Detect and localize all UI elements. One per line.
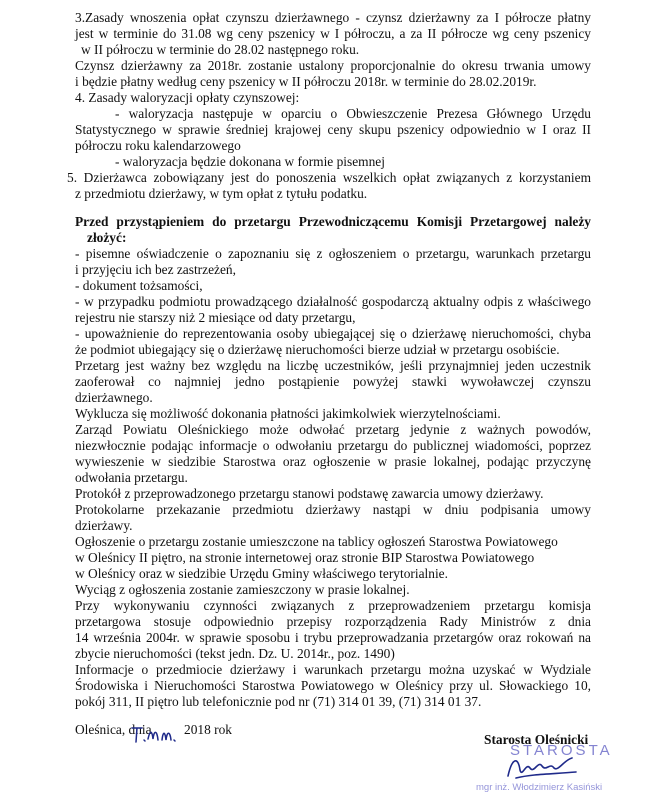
text-line: odwołania przetargu. xyxy=(75,470,188,485)
text-line: - w przypadku podmiotu prowadzącego działalność gospodarczą aktualny odpis z właściwego xyxy=(75,294,591,309)
handwritten-signature xyxy=(502,748,582,784)
text-line: - upoważnienie do reprezentowania osoby ubiegającej się o dzierżawę nieruchomości, chyba xyxy=(75,326,591,341)
text-line: Przy wykonywaniu czynności związanych z przeprowadzeniem przetargu komisja xyxy=(75,598,591,613)
text-line: że podmiot ubiegający się o dzierżawę nieruchomości bierze udział w przetargu osobiście. xyxy=(75,342,560,357)
text-line: wywieszenie w siedzibie Starostwa oraz ogłoszenie w prasie lokalnej, podając przyczynę xyxy=(75,454,591,469)
text-line: - waloryzacja będzie dokonana w formie pisemnej xyxy=(115,154,385,169)
text-line: w Oleśnicy II piętro, na stronie internetowej oraz stronie BIP Starostwa Powiatowego xyxy=(75,550,535,565)
text-line: - pisemne oświadczenie o zapoznaniu się z ogłoszeniem o przetargu, warunkach przetargu xyxy=(75,246,591,261)
text-line: Wyciąg z ogłoszenia zostanie zamieszczony w prasie lokalnej. xyxy=(75,582,410,597)
signature-block xyxy=(470,732,650,802)
text-line: Statystycznego w sprawie średniej krajowej ceny skupu pszenicy odpowiednio w I oraz II xyxy=(75,122,591,137)
text-line: zaoferował co najmniej jedno postąpienie powyżej stawki wywoławczej czynszu xyxy=(75,374,591,389)
date-suffix: 2018 rok xyxy=(184,722,232,737)
text-line: zbycie nieruchomości (tekst jedn. Dz. U. 2014r., poz. 1490) xyxy=(75,646,395,661)
signatory-title: Starosta Oleśnicki xyxy=(484,732,589,747)
text-line: Protokół z przeprowadzonego przetargu stanowi podstawę zawarcia umowy dzierżawy. xyxy=(75,486,544,501)
text-line: Informacje o przedmiocie dzierżawy i warunkach przetargu można uzyskać w Wydziale xyxy=(75,662,591,677)
text-line: Wyklucza się możliwość dokonania płatności jakimkolwiek wierzytelnościami. xyxy=(75,406,501,421)
text-line: Przetarg jest ważny bez względu na liczbę uczestników, jeśli przynajmniej jeden uczestnik xyxy=(75,358,591,373)
handwritten-date xyxy=(128,722,182,744)
text-line: 3.Zasady wnoszenia opłat czynszu dzierżawnego - czynsz dzierżawny za I półrocze płatny xyxy=(75,10,591,25)
text-line: przetargowa stosuje odpowiednio przepisy rozporządzenia Rady Ministrów z dnia xyxy=(75,614,591,629)
stamp-title: STAROSTA xyxy=(510,742,613,759)
text-line: dzierżawy. xyxy=(75,518,133,533)
text-line: i będzie płatny według ceny pszenicy w II półroczu 2018r. w terminie do 28.02.2019r. xyxy=(75,74,537,89)
text-line: i przyjęciu ich bez zastrzeżeń, xyxy=(75,262,236,277)
text-line: niezwłocznie podając informacje o odwołaniu przetargu do publicznej wiadomości, poprzez xyxy=(75,438,591,453)
stamp-name: mgr inż. Włodzimierz Kasiński xyxy=(476,782,603,793)
text-line: 5. Dzierżawca zobowiązany jest do ponoszenia wszelkich opłat związanych z korzystaniem xyxy=(67,170,591,185)
text-line: rejestru nie starszy niż 2 miesiące od daty przetargu, xyxy=(75,310,356,325)
text-line: Protokolarne przekazanie przedmiotu dzierżawy nastąpi w dniu podpisania umowy xyxy=(75,502,591,517)
text-line: - dokument tożsamości, xyxy=(75,278,203,293)
text-line: półroczu roku kalendarzowego xyxy=(75,138,241,153)
section-heading: złożyć: xyxy=(87,230,127,245)
text-line: Środowiska i Nieruchomości Starostwa Powiatowego w Oleśnicy przy ul. Słowackiego 10, xyxy=(75,678,591,693)
text-line: z przedmiotu dzierżawy, w tym opłat z tytułu podatku. xyxy=(75,186,368,201)
text-line: pokój 311, II piętro lub telefonicznie pod nr (71) 314 01 39, (71) 314 01 37. xyxy=(75,694,482,709)
text-line: Ogłoszenie o przetargu zostanie umieszczone na tablicy ogłoszeń Starostwa Powiatowego xyxy=(75,534,558,549)
text-line: w II półroczu w terminie do 28.02 następnego roku. xyxy=(81,42,360,57)
text-line: - waloryzacja następuje w oparciu o Obwieszczenie Prezesa Głównego Urzędu xyxy=(115,106,591,121)
text-line: Zarząd Powiatu Oleśnickiego może odwołać przetarg jedynie z ważnych powodów, xyxy=(75,422,591,437)
text-line: jest w terminie do 31.08 wg ceny pszenicy w I półroczu, a za II półrocze wg ceny pszenicy xyxy=(75,26,591,41)
text-line: Czynsz dzierżawny za 2018r. zostanie ustalony proporcjonalnie do okresu trwania umowy xyxy=(75,58,591,73)
text-line: 14 września 2004r. w sprawie sposobu i trybu przeprowadzania przetargów oraz rokowań na xyxy=(75,630,591,645)
text-line: w Oleśnicy oraz w siedzibie Urzędu Gminy właściwego terytorialnie. xyxy=(75,566,448,581)
date-prefix: Oleśnica, dnia xyxy=(75,722,152,737)
text-line: 4. Zasady waloryzacji opłaty czynszowej: xyxy=(75,90,300,105)
text-line: dzierżawnego. xyxy=(75,390,153,405)
section-heading: Przed przystąpieniem do przetargu Przewodniczącemu Komisji Przetargowej należy xyxy=(75,214,591,229)
